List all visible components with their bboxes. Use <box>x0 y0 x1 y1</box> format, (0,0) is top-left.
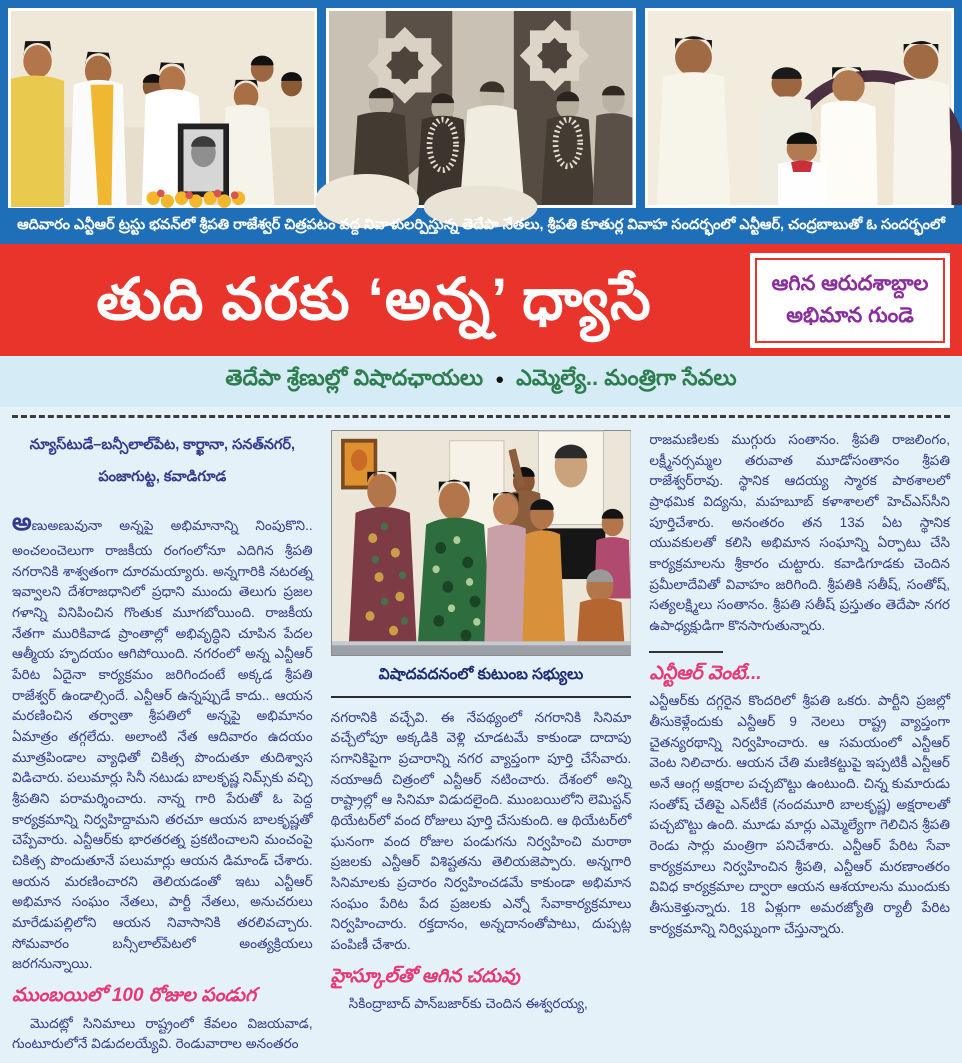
wedding-photo-illustration <box>329 11 632 205</box>
family-photo-caption: విషాదవదనంలో కుటుంబ సభ్యులు <box>331 656 632 698</box>
left-paragraph-2: మొదట్లో సినిమాలు రాష్ట్రంలో కేవలం విజయవాడ, గుంటూరులోనే విడుదలయ్యేవి. రెండువారాల అనంతరం <box>12 1015 313 1052</box>
headline-side-box <box>750 253 950 348</box>
photo-strip-caption: ఆదివారం ఎన్టీఆర్ ట్రస్టు భవన్‌లో శ్రీపతి రాజేశ్వర్ చిత్రపటం వద్ద నివాళులర్పిస్తున్న తెదేపా నేతలు, శ్రీపతి కూతుర్ల వివాహ సందర్భంలో ఎన్టీఆర్, చంద్రబాబుతో ఓ సందర్భంలో <box>17 217 945 233</box>
wedding-photo <box>326 8 635 208</box>
side-box-line1: ఆగిన ఆరుదశాబ్దాల <box>771 271 929 295</box>
byline <box>12 430 313 494</box>
tribute-photo <box>8 8 317 208</box>
chandrababu-photo-illustration <box>648 11 951 205</box>
section-heading-highschool: హైస్కూల్‌తో ఆగిన చదువు <box>330 965 521 987</box>
main-headline: తుది వరకు ‘అన్న’ ధ్యాసే <box>96 266 652 332</box>
family-mourning-illustration <box>332 431 631 655</box>
byline-line2: పంజాగుట్ట, కవాడిగూడ <box>98 469 227 486</box>
headline-banner <box>0 244 962 356</box>
column-middle <box>331 430 632 1063</box>
section-divider <box>649 651 723 653</box>
section-heading-ntr-vente: ఎన్టీఆర్ వెంటే... <box>649 662 762 684</box>
byline-line1: న్యూస్‌టుడే–బన్సీలాల్‌పేట, కార్ఖానా, సనత్‌నగర్, <box>29 437 295 454</box>
right-paragraph-1: రాజమణిలకు ముగ్గురు సంతానం. శ్రీపతి రాజలింగం, లక్ష్మీనర్సమ్మల తరువాత మూడోసంతానం శ్రీపతి రాజేశ్వర్‌రావు. స్థానిక ఆదయ్య స్మారక పాఠశాలలో ప్రాథమిక విద్యను, మహబూబ్ కళాశాలలో హెచ్‌ఎస్‌సీని పూర్తిచేశారు. అనంతరం తన 13వ ఏట స్థానిక యువకులతో కలిసి అభిమాన సంఘాన్ని ఏర్పాటు చేసి కార్యక్రమాలను శ్రీకారం చుట్టారు. కవాడిగూడకు చెందిన ప్రమీలాదేవితో వివాహం జరిగింది. శ్రీపతికి సతీష్, సంతోష్, సత్యలక్ష్మిలు సంతానం. శ్రీపతి సతీష్ ప్రస్తుతం తెదేపా నగర ఉపాధ్యక్షుడిగా కొనసాగుతున్నారు. <box>649 432 950 634</box>
chandrababu-photo <box>645 8 954 208</box>
middle-paragraph-2: సికింద్రాబాద్ పాన్‌బజార్‌కు చెందిన ఈశ్వరయ్య, <box>348 996 588 1012</box>
column-left <box>12 430 313 1063</box>
middle-paragraph-1: నగరానికి వచ్చేవి. ఈ నేపథ్యంలో నగరానికి సినిమా వచ్చేలోపూ అక్కడికి వెళ్లి చూడటమే కాకుండా దాదాపు సగానికిపైగా ప్రచారాన్ని నగర వ్యాప్తంగా పూర్తి చేసేవారు. నయాఆదీ చిత్రంలో ఎన్టీఆర్ నటించారు. దేశంలో అన్ని రాష్ట్రాల్లో ఆ సినిమా విడుదలైంది. ముంబయిలోని లెమిస్టన్ థియేటర్‌లో వంద రోజులు పూర్తి చేసుకుంది. ఆ థియేటర్‌లో ఘనంగా వంద రోజుల పండుగను నిర్వహించి మరాఠా ప్రజలకు ఎన్టీఆర్ విశిష్టతను తెలియజెప్పారు. అన్నగారి సినిమాలకు ప్రచారం నిర్వహించడమే కాకుండా అభిమాన సంఘం పేరిట పేద ప్రజలకు ఎన్నో సేవాకార్యక్రమాలు నిర్వహించారు. రక్తదానం, అన్నదానంతోపాటు, దుప్పట్ల పంపిణీ చేశారు. <box>330 709 632 952</box>
sub-headline <box>0 356 962 407</box>
family-mourning-photo <box>331 430 632 656</box>
article-body <box>0 407 962 1063</box>
column-right <box>649 430 950 1063</box>
side-box-line2: అభిమాన గుండె <box>786 304 914 328</box>
sub-headline-part1: తెదేపా శ్రేణుల్లో విషాదఛాయలు <box>225 365 484 391</box>
sub-headline-part2: ఎమ్మెల్యే.. మంత్రిగా సేవలు <box>516 365 737 391</box>
left-paragraph-1: అణుఅణువునా అన్నపై అభిమానాన్ని నింపుకొని.. అంచలంచెలుగా రాజకీయ రంగంలోనూ ఎదిగిన శ్రీపతి నగరానికి శాశ్వతంగా దూరమయ్యారు. అన్నగారికి నటరత్న ఇవ్వాలని దేశరాజధానిలో ప్రధాని ముందు తెలుగు ప్రజల గళాన్ని వినిపించిన గొంతుక మూగబోయింది. రాజకీయ నేతగా మురికివాడ ప్రాంతాల్లో అభివృద్ధిని చూపిన పేదల ఆత్మీయ హృదయం ఆగిపోయింది. నగరంలో అన్న ఎన్టీఆర్ పేరిట ఏదైనా కార్యక్రమం జరిగిందంటే అక్కడ శ్రీపతి రాజేశ్వర్ ఉండాల్సిందే. ఎన్టీఆర్ ఉన్నప్పుడే కాదు.. ఆయన మరణించిన తర్వాతా శ్రీపతిలో అన్నపై అభిమానం ఏమాత్రం తగ్గలేదు. అలాంటి నేత ఆదివారం ఉదయం మూత్రపిండాల వ్యాధితో చికిత్స పొందుతూ తుదిశ్వాస విడిచారు. పలుమార్లు సినీ నటుడు బాలకృష్ణ నిమ్స్‌కు వచ్చి శ్రీపతిని పరామర్శించారు. నాన్న గారి పేరుతో ఓ పెద్ద కార్యక్రమాన్ని నిర్వహిద్దామని తరచూ ఆయన బాలకృష్ణతో చెప్పేవారు. ఎన్టీఆర్‌కు భారతరత్న ప్రకటించాలని మంచంపై చికిత్స పొందుతూనే పలుమార్లు ఆయన డిమాండ్ చేశారు. ఆయన మరణించారని తెలియడంతో ఇటు ఎన్టీఆర్ అభిమాన సంఘం నేతలు, పార్టీ నేతలు, అనుచరులు మారేడుపల్లిలోని ఆయన నివాసానికి తరలివచ్చారు. సోమవారం బన్సీలాల్‌పేటలో అంత్యక్రియలు జరగనున్నాయి. <box>12 508 313 972</box>
tribute-photo-illustration <box>11 11 314 205</box>
section-heading-mumbai-100-days: ముంబయిలో 100 రోజుల పండుగ <box>12 984 257 1006</box>
photo-strip <box>0 0 962 244</box>
bullet-separator: ● <box>495 370 505 388</box>
right-paragraph-2: ఎన్టీఆర్‌కు దగ్గరైన కొందరిలో శ్రీపతి ఒకరు. పార్టీని ప్రజల్లో తీసుకెళ్లేందుకు ఎన్టీఆర్ 9 నెలలు రాష్ట్ర వ్యాప్తంగా చైతన్యరథాన్ని నిర్వహించారు. ఆ సమయంలో ఎన్టీఆర్ వెంట నిలిచారు. ఆయన చేతి మణికట్టుపై ఇప్పటికీ ఎన్టీఆర్ అనే ఆంగ్ల అక్షరాల పచ్చబొట్టు ఉంటుంది. చిన్న కుమారుడు సంతోష్ చేతిపై ఎన్‌టీకే (నందమూరి బాలకృష్ణ) అక్షరాలతో పచ్చబొట్టు ఉంది. మూడు మార్లు ఎమ్మెల్యేగా గెలిచిన శ్రీపతి రెండు సార్లు మంత్రిగా పనిచేశారు. ఎన్టీఆర్ పేరిట సేవా కార్యక్రమాలు నిర్వహించిన శ్రీపతి, ఎన్టీఆర్ మరణాంతరం వివిధ కార్యక్రమాల ద్వారా ఆయన ఆశయాలను ముందుకు తీసుకెళ్తున్నారు. 18 ఏళ్లుగా అమరజ్యోతి ర్యాలీ పేరిట కార్యక్రమాన్ని నిర్విఘ్నంగా చేస్తున్నారు. <box>649 693 950 936</box>
